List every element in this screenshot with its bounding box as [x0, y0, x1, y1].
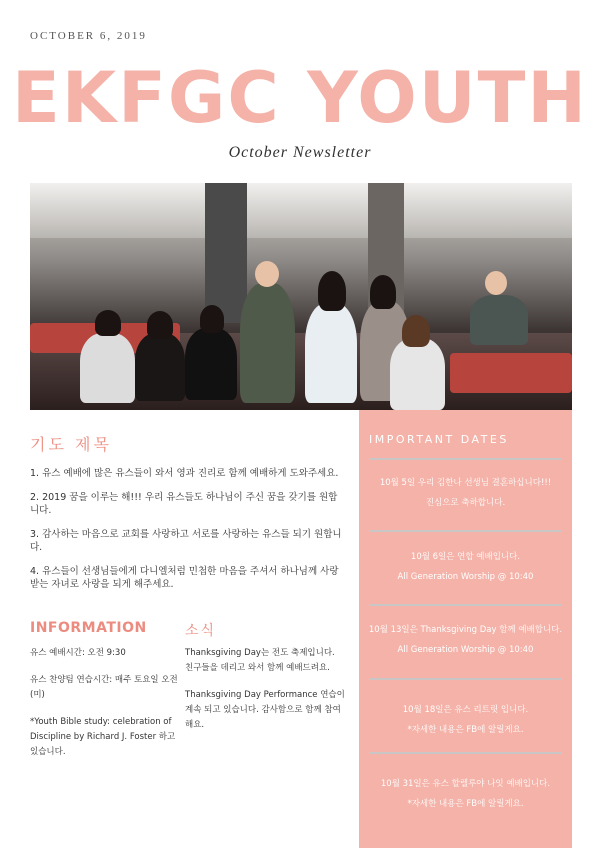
prayer-item: 4. 유스들이 선생님들에게 다니엘처럼 민첩한 마음을 주셔서 하나님께 사랑 받는 자녀로 사랑을 되게 해주세요.: [30, 566, 339, 590]
date-entry: [359, 473, 572, 513]
prayer-item: 3. 감사하는 마음으로 교회를 사랑하고 서로를 사랑하는 유스들 되기 원합니다.: [30, 529, 342, 553]
newsletter-title: EKFGC YOUTH: [12, 57, 588, 139]
photo-person-hair: [318, 271, 346, 311]
important-dates-panel: [359, 410, 572, 848]
photo-person-hair: [200, 305, 224, 333]
news-item: Thanksgiving Day Performance 연습이 계속 되고 있습니다. 감사함으로 함께 참여해요.: [185, 690, 345, 730]
photo-person-head: [485, 271, 507, 295]
prayer-item: 1. 유스 예배에 많은 유스들이 와서 영과 진리로 함께 예배하게 도와주세요.: [30, 468, 339, 479]
photo-person: [470, 295, 528, 345]
date-entry-line: 10월 6일은 연합 예배입니다.: [410, 552, 521, 562]
date-entry-line: 10월 31일은 유스 할렐루야 나잇 예배입니다.: [380, 779, 551, 789]
date-entry-line: 진심으로 축하합니다.: [425, 498, 506, 508]
information-item: 유스 찬양팀 연습시간: 매주 토요일 오전 (미): [30, 675, 178, 700]
date-entry-line: All Generation Worship @ 10:40: [397, 572, 534, 582]
divider: [369, 530, 562, 532]
important-dates-heading: IMPORTANT DATES: [369, 433, 509, 446]
prayer-heading: 기도 제목: [30, 435, 112, 454]
group-photo: [30, 183, 572, 410]
prayer-item: 2. 2019 꿈을 이루는 해!!! 우리 유스들도 하나님이 주신 꿈을 갖기를 원합니다.: [30, 492, 338, 516]
date-entry: [359, 700, 572, 740]
divider: [369, 458, 562, 460]
information-item: 유스 예배시간: 오전 9:30: [30, 648, 126, 658]
photo-person: [240, 283, 295, 403]
photo-person-hair: [370, 275, 396, 309]
newsletter-subtitle: October Newsletter: [228, 144, 372, 161]
photo-person-hair: [402, 315, 430, 347]
photo-person-head: [255, 261, 279, 287]
date-entry-line: *자세한 내용은 FB에 알릴게요.: [407, 725, 524, 735]
photo-ceiling: [30, 183, 572, 238]
photo-person: [305, 303, 357, 403]
news-item: Thanksgiving Day는 전도 축제입니다. 친구들을 데리고 와서 함께 예배드려요.: [185, 648, 335, 673]
news-list: [185, 646, 345, 745]
date-entry-line: 10월 18일은 유스 리트릿 입니다.: [402, 705, 529, 715]
date-entry: [359, 547, 572, 587]
information-item: *Youth Bible study: celebration of Discipline by Richard J. Foster 하고 있습니다.: [30, 717, 176, 757]
information-list: [30, 646, 180, 772]
date-entry: [359, 774, 572, 814]
date-entry: [359, 620, 572, 660]
photo-person: [135, 333, 185, 401]
photo-person: [80, 333, 135, 403]
photo-person: [185, 328, 237, 400]
date-entry-line: 10월 5일 우리 김한나 선생님 결혼하십니다!!!: [379, 478, 552, 488]
photo-person-hair: [147, 311, 173, 339]
date-entry-line: 10월 13일은 Thanksgiving Day 함께 예배합니다.: [368, 625, 563, 635]
photo-person-hair: [95, 310, 121, 336]
newsletter-date: OCTOBER 6, 2019: [30, 30, 147, 42]
news-heading: 소식: [185, 623, 217, 639]
divider: [369, 678, 562, 680]
photo-couch: [450, 353, 572, 393]
prayer-list: [30, 467, 345, 602]
divider: [369, 752, 562, 754]
photo-person: [390, 338, 445, 410]
divider: [369, 604, 562, 606]
photo-pillar: [205, 183, 247, 323]
date-entry-line: All Generation Worship @ 10:40: [397, 645, 534, 655]
information-heading: INFORMATION: [30, 620, 147, 636]
date-entry-line: *자세한 내용은 FB에 알릴게요.: [407, 799, 524, 809]
